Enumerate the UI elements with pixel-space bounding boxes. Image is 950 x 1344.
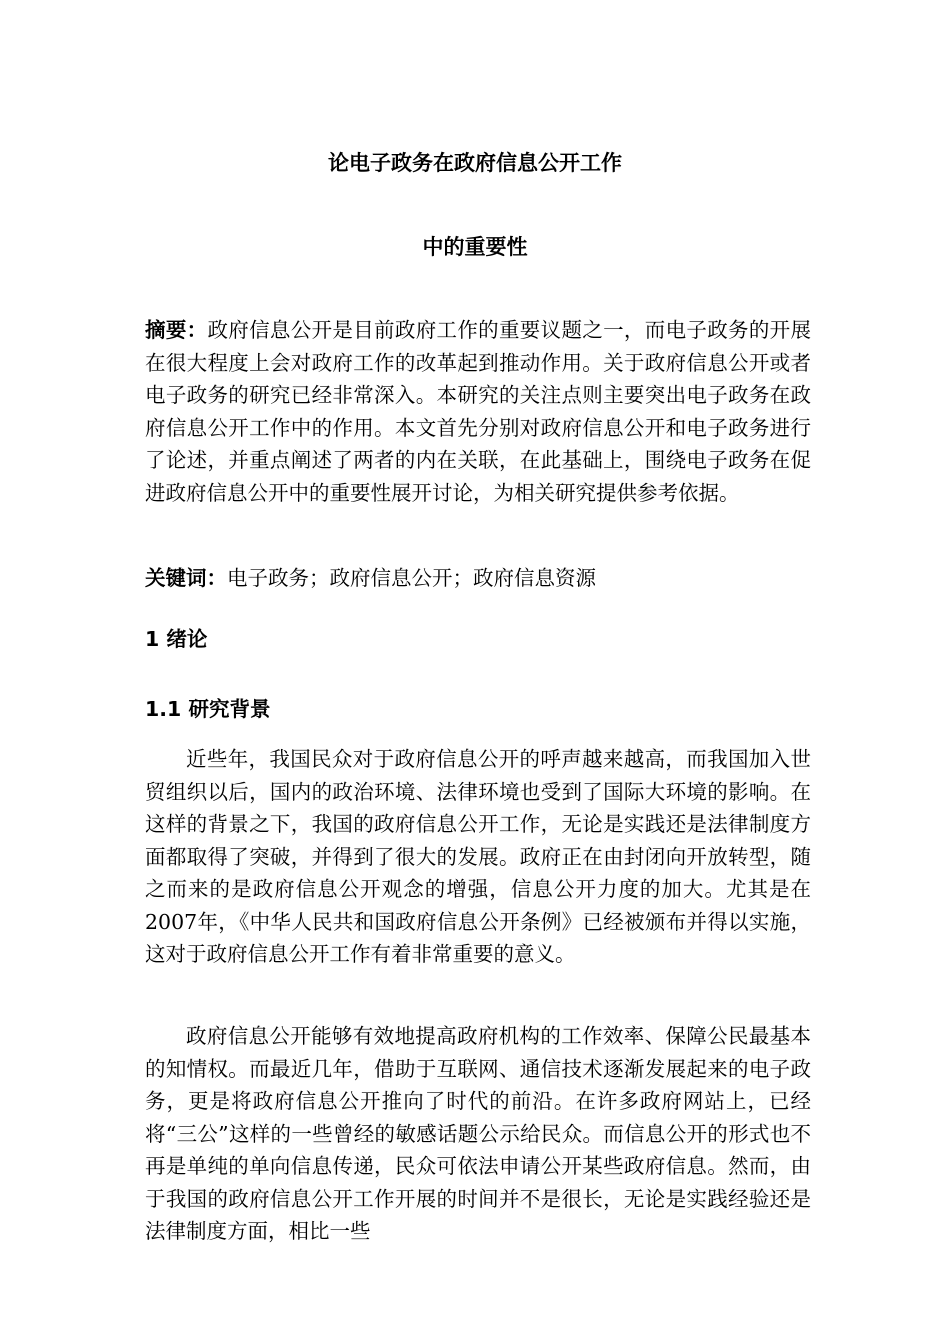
- document-title-line-1: 论电子政务在政府信息公开工作: [328, 151, 622, 175]
- section-heading-1: 1 绪论: [145, 627, 208, 651]
- section-heading-1-1: 1.1 研究背景: [145, 697, 271, 721]
- keywords-label: 关键词：: [145, 566, 227, 590]
- abstract-text: 政府信息公开是目前政府工作的重要议题之一，而电子政务的开展在很大程度上会对政府工作的改革起到推动作用。关于政府信息公开或者电子政务的研究已经非常深入。本研究的关注点则主要突出电子政务在政府信息公开工作中的作用。本文首先分别对政府信息公开和电子政务进行了论述，并重点阐述了两者的内在关联，在此基础上，围绕电子政务在促进政府信息公开中的重要性展开讨论，为相关研究提供参考依据。: [145, 318, 811, 505]
- document-title-line-2: 中的重要性: [422, 235, 528, 259]
- keywords-text: 电子政务；政府信息公开；政府信息资源: [227, 566, 596, 590]
- abstract-paragraph: [145, 314, 811, 509]
- keywords-paragraph: [145, 562, 811, 595]
- body-paragraph-2: 政府信息公开能够有效地提高政府机构的工作效率、保障公民最基本的知情权。而最近几年，借助于互联网、通信技术逐渐发展起来的电子政务，更是将政府信息公开推向了时代的前沿。在许多政府网站上，已经将“三公”这样的一些曾经的敏感话题公示给民众。而信息公开的形式也不再是单纯的单向信息传递，民众可依法申请公开某些政府信息。然而，由于我国的政府信息公开工作开展的时间并不是很长，无论是实践经验还是法律制度方面，相比一些: [145, 1024, 811, 1243]
- body-paragraph-1: 近些年，我国民众对于政府信息公开的呼声越来越高，而我国加入世贸组织以后，国内的政治环境、法律环境也受到了国际大环境的影响。在这样的背景之下，我国的政府信息公开工作，无论是实践还是法律制度方面都取得了突破，并得到了很大的发展。政府正在由封闭向开放转型，随之而来的是政府信息公开观念的增强，信息公开力度的加大。尤其是在2007年，《中华人民共和国政府信息公开条例》已经被颁布并得以实施，这对于政府信息公开工作有着非常重要的意义。: [145, 747, 811, 966]
- abstract-label: 摘要：: [145, 318, 208, 342]
